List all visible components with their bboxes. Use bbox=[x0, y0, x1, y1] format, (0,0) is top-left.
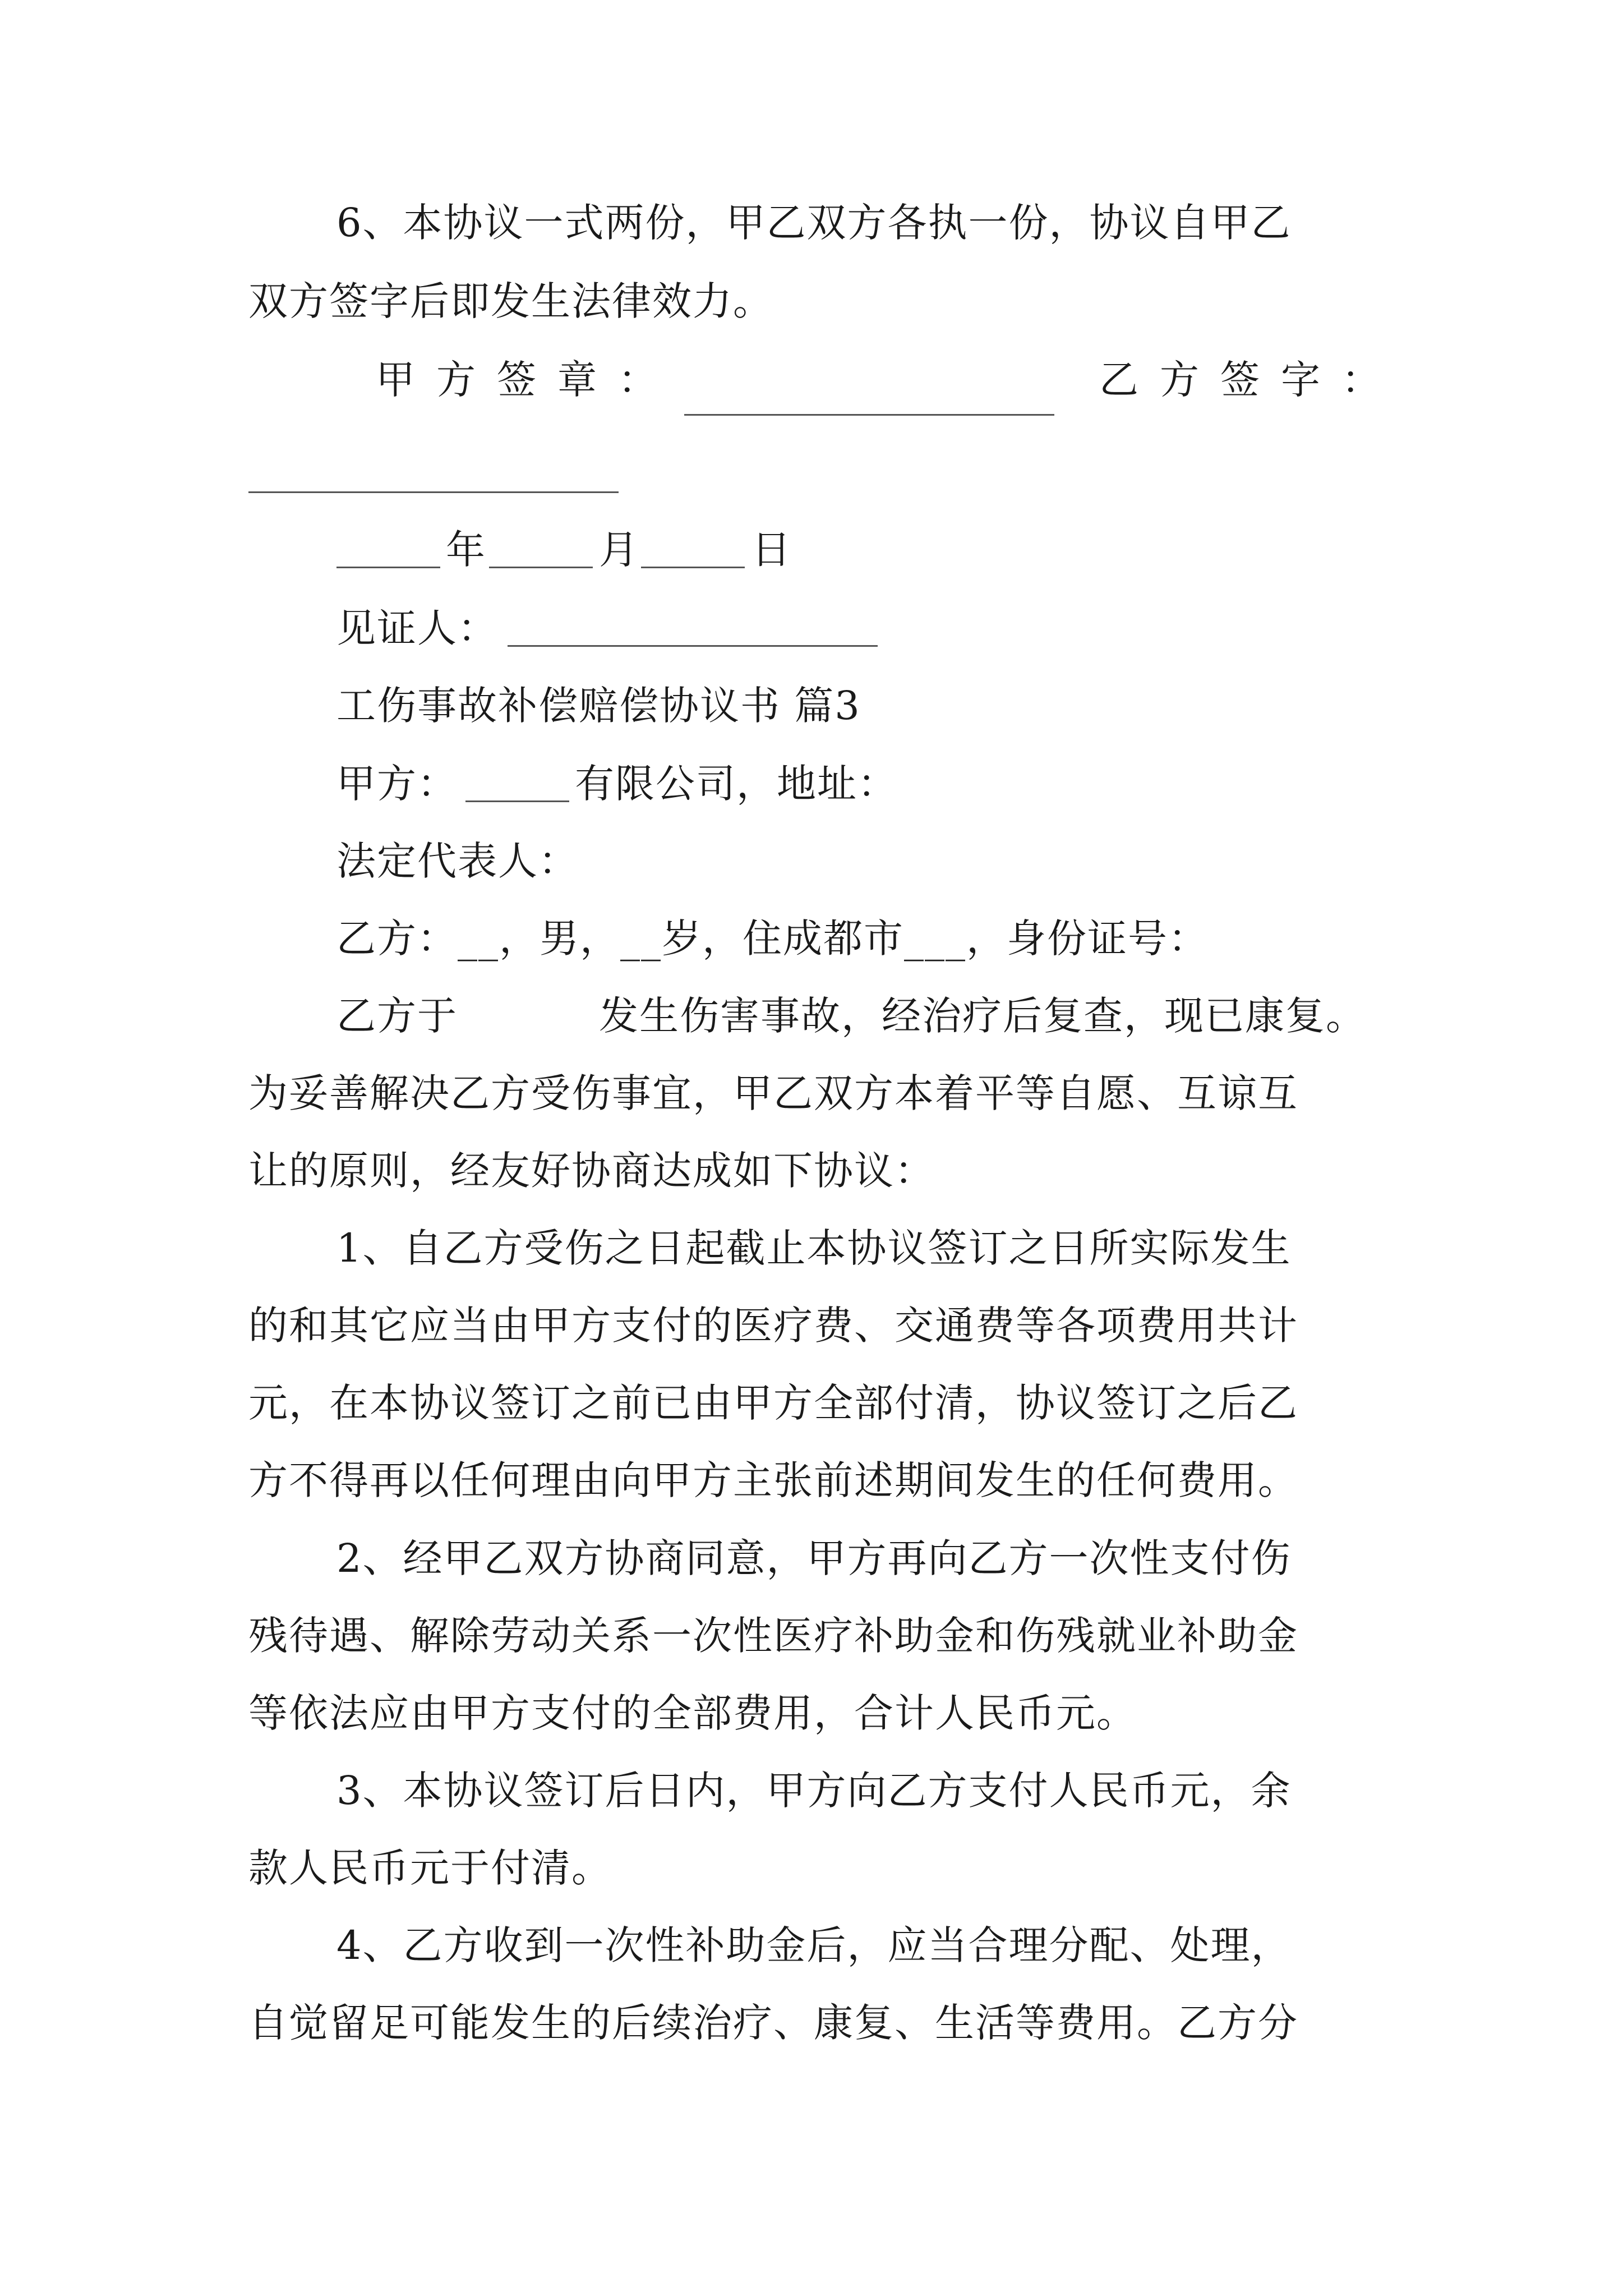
witness-blank bbox=[508, 645, 878, 647]
intro-line2: 为妥善解决乙方受伤事宜，甲乙双方本着平等自愿、互谅互 bbox=[248, 1070, 1298, 1116]
party-a-sign-blank bbox=[684, 414, 1054, 416]
item2-line3: 等依法应由甲方支付的全部费用，合计人民币元。 bbox=[248, 1690, 1137, 1736]
item2-line2: 残待遇、解除劳动关系一次性医疗补助金和伤残就业补助金 bbox=[248, 1613, 1298, 1659]
party-a-company-blank bbox=[465, 800, 569, 802]
intro-line1-start: 乙方于 bbox=[336, 993, 458, 1039]
item1-line2: 的和其它应当由甲方支付的医疗费、交通费等各项费用共计 bbox=[248, 1303, 1298, 1349]
date-month: 月 bbox=[599, 527, 639, 573]
party-a-suffix: 有限公司，地址： bbox=[575, 761, 898, 807]
legal-representative-label: 法定代表人： bbox=[336, 838, 579, 884]
item6-line1: 6、本协议一式两份，甲乙双方各执一份，协议自甲乙 bbox=[336, 200, 1292, 246]
item6-line2: 双方签字后即发生法律效力。 bbox=[248, 278, 773, 324]
item4-line2: 自觉留足可能发生的后续治疗、康复、生活等费用。乙方分 bbox=[248, 2000, 1298, 2046]
date-day: 日 bbox=[751, 527, 792, 573]
item2-line1: 2、经甲乙双方协商同意，甲方再向乙方一次性支付伤 bbox=[336, 1535, 1292, 1581]
section-title: 工伤事故补偿赔偿协议书 篇3 bbox=[336, 683, 861, 729]
year-blank bbox=[336, 567, 440, 568]
intro-line3: 让的原则，经友好协商达成如下协议： bbox=[248, 1148, 935, 1194]
month-blank bbox=[489, 567, 593, 568]
item4-line1: 4、乙方收到一次性补助金后，应当合理分配、处理， bbox=[336, 1922, 1292, 1968]
party-b-sign-blank bbox=[248, 491, 619, 493]
party-b-line: 乙方：__，男，__岁，住成都市___，身份证号： bbox=[336, 915, 1209, 961]
intro-line1-end: 发生伤害事故，经治疗后复查，现已康复。 bbox=[599, 993, 1366, 1039]
party-a-sign-label: 甲方签章： bbox=[376, 357, 679, 403]
date-year: 年 bbox=[446, 527, 486, 573]
day-blank bbox=[641, 567, 745, 568]
item3-line2: 款人民币元于付清。 bbox=[248, 1845, 612, 1891]
item3-line1: 3、本协议签订后日内，甲方向乙方支付人民币元，余 bbox=[336, 1768, 1292, 1814]
witness-label: 见证人： bbox=[336, 605, 498, 651]
item1-line4: 方不得再以任何理由向甲方主张前述期间发生的任何费用。 bbox=[248, 1457, 1298, 1503]
item1-line1: 1、自乙方受伤之日起截止本协议签订之日所实际发生 bbox=[336, 1225, 1292, 1271]
item1-line3: 元，在本协议签订之前已由甲方全部付清，协议签订之后乙 bbox=[248, 1380, 1298, 1426]
party-a-prefix: 甲方： bbox=[336, 761, 458, 807]
party-b-sign-label: 乙方签字： bbox=[1099, 357, 1402, 403]
